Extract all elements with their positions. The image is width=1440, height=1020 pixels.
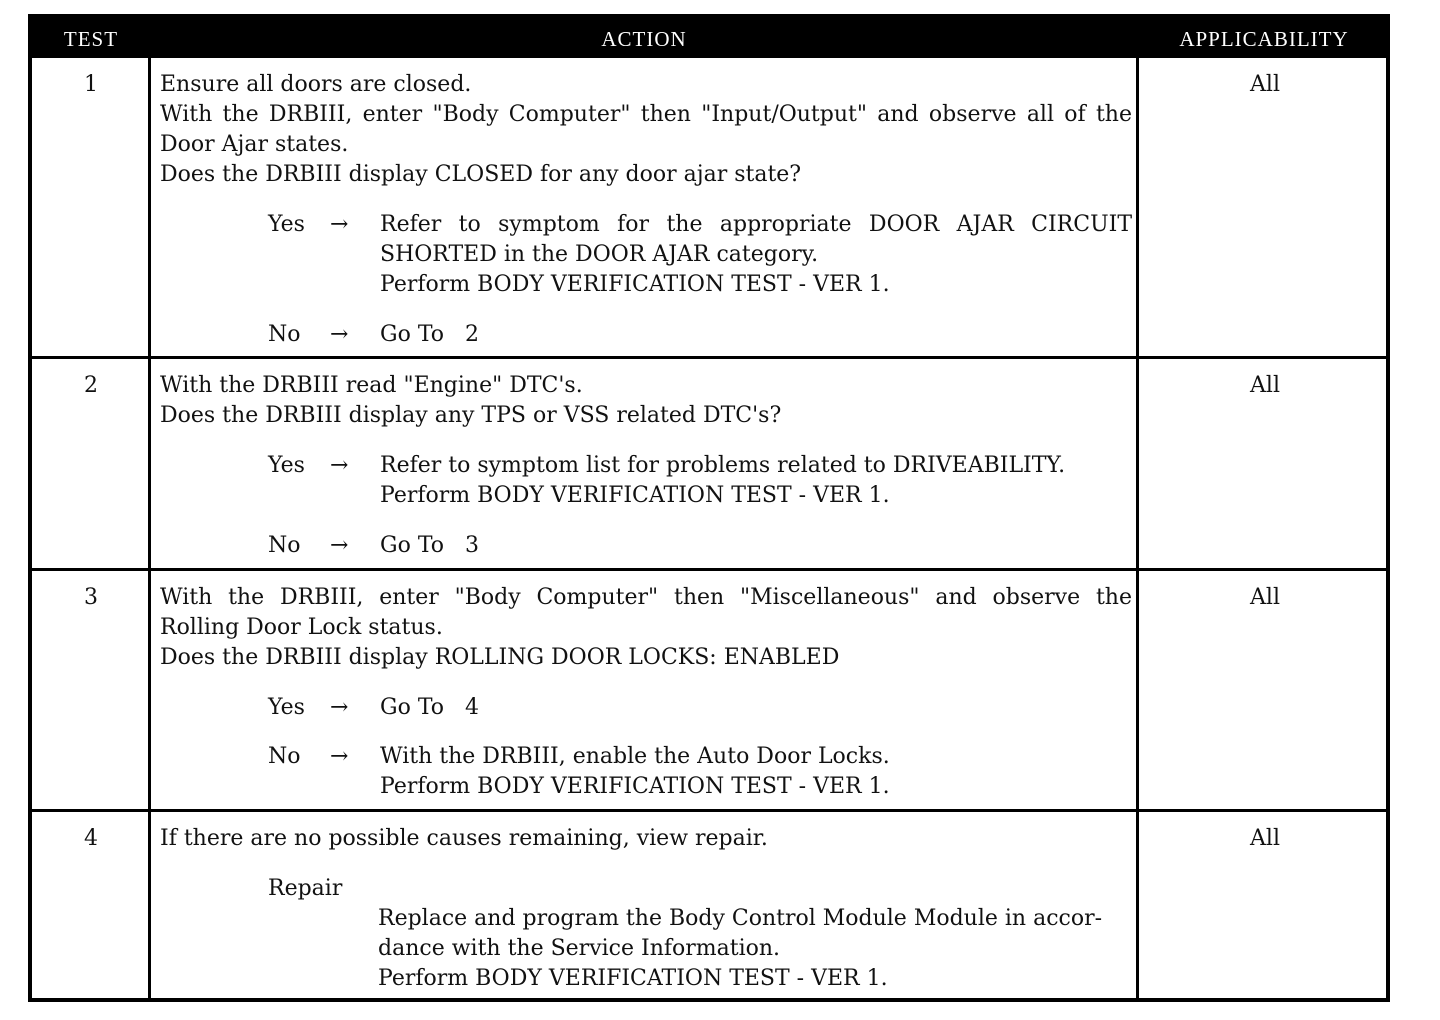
result-line: Refer to symptom for the appropriate DOOR AJAR CIRCUIT — [380, 212, 1132, 237]
arrow-right-icon: → — [330, 533, 349, 558]
repair-instructions — [378, 904, 1134, 994]
arrow-right-icon: → — [330, 744, 349, 769]
table-header — [32, 18, 1386, 58]
instruction-line: Does the DRBIII display CLOSED for any door ajar state? — [160, 162, 802, 187]
instruction-line: With the DRBIII, enter "Body Computer" then "Input/Output" and observe all of the — [160, 102, 1132, 127]
no-result — [380, 531, 1132, 561]
arrow-right-icon: → — [330, 453, 349, 478]
result-line: SHORTED in the DOOR AJAR category. — [380, 242, 819, 267]
arrow-right-icon: → — [330, 212, 349, 237]
column-divider-applicability — [1136, 58, 1139, 998]
yes-result — [380, 210, 1132, 300]
yes-label: Yes — [268, 453, 305, 478]
repair-line: dance with the Service Information. — [378, 936, 781, 961]
applicability-value: All — [1250, 373, 1280, 398]
no-label: No — [268, 322, 301, 347]
instruction-line: Does the DRBIII display ROLLING DOOR LOCKS: ENABLED — [160, 645, 840, 670]
test-number: 3 — [84, 585, 98, 610]
instruction-line: If there are no possible causes remaining, view repair. — [160, 826, 768, 851]
header-applicability: APPLICABILITY — [1179, 27, 1349, 51]
instruction-line: Rolling Door Lock status. — [160, 615, 443, 640]
yes-result — [380, 451, 1132, 511]
no-label: No — [268, 533, 301, 558]
repair-label: Repair — [268, 876, 343, 901]
instruction-line: Ensure all doors are closed. — [160, 72, 472, 97]
result-line: With the DRBIII, enable the Auto Door Locks. — [380, 744, 890, 769]
test-number: 1 — [84, 72, 98, 97]
result-line: Go To 2 — [380, 322, 479, 347]
test-instructions — [160, 583, 1132, 673]
result-line: Perform BODY VERIFICATION TEST - VER 1. — [380, 272, 890, 297]
test-instructions — [160, 70, 1132, 190]
test-instructions — [160, 824, 1132, 854]
arrow-right-icon: → — [330, 322, 349, 347]
applicability-value: All — [1250, 826, 1280, 851]
applicability-value: All — [1250, 585, 1280, 610]
repair-line: Replace and program the Body Control Module Module in accor- — [378, 906, 1103, 931]
header-action: ACTION — [601, 27, 687, 51]
yes-label: Yes — [268, 695, 305, 720]
yes-label: Yes — [268, 212, 305, 237]
row-divider — [32, 809, 1386, 812]
arrow-right-icon: → — [330, 695, 349, 720]
yes-result — [380, 693, 1132, 723]
instruction-line: With the DRBIII, enter "Body Computer" then "Miscellaneous" and observe the — [160, 585, 1132, 610]
column-divider-test — [148, 58, 151, 998]
diagnostic-test-table — [28, 14, 1390, 1002]
repair-line: Perform BODY VERIFICATION TEST - VER 1. — [378, 966, 888, 991]
test-number: 4 — [84, 826, 98, 851]
no-label: No — [268, 744, 301, 769]
result-line: Perform BODY VERIFICATION TEST - VER 1. — [380, 483, 890, 508]
instruction-line: Door Ajar states. — [160, 132, 349, 157]
test-number: 2 — [84, 373, 98, 398]
row-divider — [32, 356, 1386, 359]
no-result — [380, 742, 1132, 802]
header-test: TEST — [63, 27, 119, 51]
result-line: Go To 4 — [380, 695, 479, 720]
result-line: Refer to symptom list for problems related to DRIVEABILITY. — [380, 453, 1066, 478]
result-line: Go To 3 — [380, 533, 479, 558]
result-line: Perform BODY VERIFICATION TEST - VER 1. — [380, 774, 890, 799]
instruction-line: Does the DRBIII display any TPS or VSS related DTC's? — [160, 403, 782, 428]
test-instructions — [160, 371, 1132, 431]
instruction-line: With the DRBIII read "Engine" DTC's. — [160, 373, 583, 398]
applicability-value: All — [1250, 72, 1280, 97]
no-result — [380, 320, 1132, 350]
row-divider — [32, 568, 1386, 571]
